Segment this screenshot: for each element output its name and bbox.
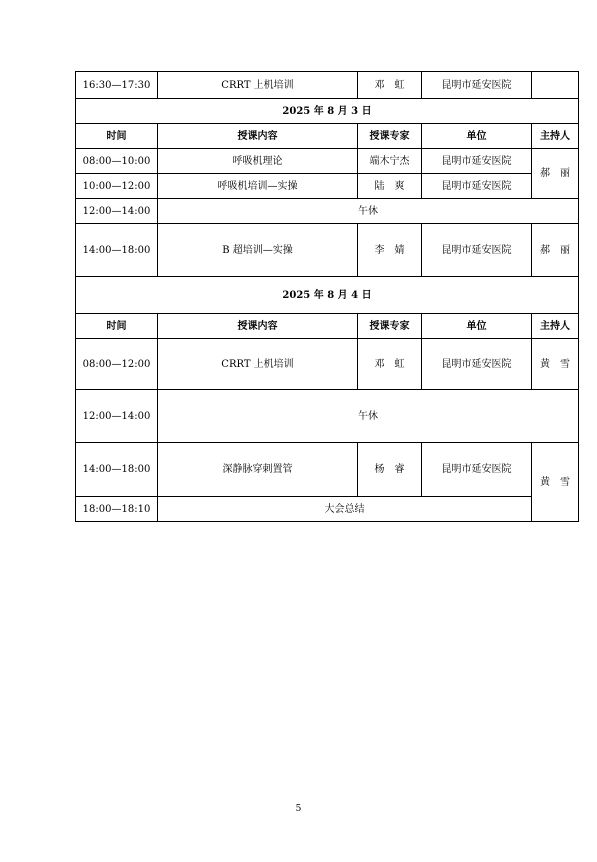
expert-cell: 杨 睿 bbox=[358, 443, 422, 497]
expert-cell: 邓 虹 bbox=[358, 339, 422, 390]
schedule-table bbox=[75, 71, 579, 522]
header-unit: 单位 bbox=[422, 124, 532, 149]
header-expert: 授课专家 bbox=[358, 314, 422, 339]
content-cell: 深静脉穿刺置管 bbox=[158, 443, 358, 497]
expert-cell: 邓 虹 bbox=[358, 72, 422, 99]
expert-cell: 陆 爽 bbox=[358, 174, 422, 199]
time-cell: 14:00—18:00 bbox=[76, 224, 158, 277]
table-row bbox=[76, 224, 579, 277]
time-cell: 16:30—17:30 bbox=[76, 72, 158, 99]
table-row bbox=[76, 72, 579, 99]
content-cell: CRRT 上机培训 bbox=[158, 72, 358, 99]
time-cell: 10:00—12:00 bbox=[76, 174, 158, 199]
date-heading: 2025 年 8 月 4 日 bbox=[76, 277, 579, 314]
table-row bbox=[76, 339, 579, 390]
host-cell bbox=[532, 72, 579, 99]
time-cell: 14:00—18:00 bbox=[76, 443, 158, 497]
content-cell: 呼吸机理论 bbox=[158, 149, 358, 174]
table-row bbox=[76, 149, 579, 174]
host-cell: 郝 丽 bbox=[532, 224, 579, 277]
header-row bbox=[76, 124, 579, 149]
header-content: 授课内容 bbox=[158, 314, 358, 339]
host-cell: 黄 雪 bbox=[532, 339, 579, 390]
time-cell: 08:00—10:00 bbox=[76, 149, 158, 174]
break-row bbox=[76, 199, 579, 224]
time-cell: 08:00—12:00 bbox=[76, 339, 158, 390]
host-cell: 郝 丽 bbox=[532, 149, 579, 199]
summary-row bbox=[76, 497, 579, 522]
unit-cell: 昆明市延安医院 bbox=[422, 174, 532, 199]
date-row bbox=[76, 277, 579, 314]
time-cell: 12:00—14:00 bbox=[76, 199, 158, 224]
content-cell: CRRT 上机培训 bbox=[158, 339, 358, 390]
unit-cell: 昆明市延安医院 bbox=[422, 339, 532, 390]
expert-cell: 端木宁杰 bbox=[358, 149, 422, 174]
unit-cell: 昆明市延安医院 bbox=[422, 443, 532, 497]
header-unit: 单位 bbox=[422, 314, 532, 339]
table-row bbox=[76, 443, 579, 497]
page-number: 5 bbox=[295, 804, 302, 814]
date-heading: 2025 年 8 月 3 日 bbox=[76, 99, 579, 124]
unit-cell: 昆明市延安医院 bbox=[422, 72, 532, 99]
header-content: 授课内容 bbox=[158, 124, 358, 149]
content-cell: 呼吸机培训—实操 bbox=[158, 174, 358, 199]
time-cell: 18:00—18:10 bbox=[76, 497, 158, 522]
table-row bbox=[76, 174, 579, 199]
host-cell: 黄 雪 bbox=[532, 443, 579, 522]
header-expert: 授课专家 bbox=[358, 124, 422, 149]
lunch-break-label: 午休 bbox=[158, 199, 579, 224]
header-time: 时间 bbox=[76, 314, 158, 339]
lunch-break-label: 午休 bbox=[158, 390, 579, 443]
date-row bbox=[76, 99, 579, 124]
header-row bbox=[76, 314, 579, 339]
header-host: 主持人 bbox=[532, 314, 579, 339]
time-cell: 12:00—14:00 bbox=[76, 390, 158, 443]
unit-cell: 昆明市延安医院 bbox=[422, 149, 532, 174]
header-time: 时间 bbox=[76, 124, 158, 149]
content-cell: B 超培训—实操 bbox=[158, 224, 358, 277]
closing-summary-label: 大会总结 bbox=[158, 497, 532, 522]
expert-cell: 李 婧 bbox=[358, 224, 422, 277]
unit-cell: 昆明市延安医院 bbox=[422, 224, 532, 277]
header-host: 主持人 bbox=[532, 124, 579, 149]
break-row bbox=[76, 390, 579, 443]
